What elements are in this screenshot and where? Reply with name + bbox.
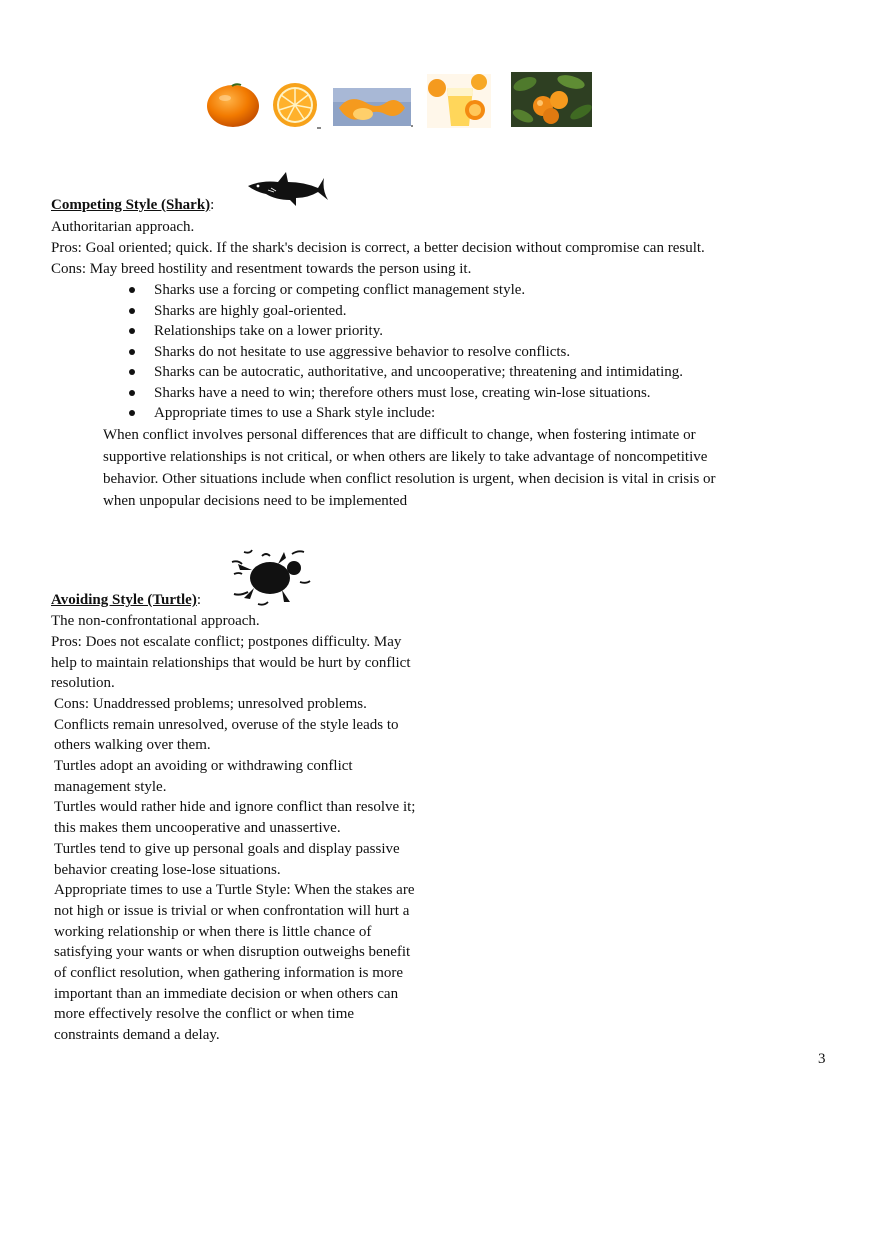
list-item: Sharks are highly goal-oriented. — [128, 301, 683, 322]
paragraph-line: Turtles adopt an avoiding or withdrawing conflict — [54, 758, 353, 775]
list-item: Sharks can be autocratic, authoritative, and uncooperative; threatening and intimidating. — [128, 362, 683, 383]
list-item: Sharks have a need to win; therefore others must lose, creating win-lose situations. — [128, 383, 683, 404]
paragraph-line: resolution. — [51, 675, 115, 692]
paragraph-line: behavior. Other situations include when conflict resolution is urgent, when decision is vital in crisis or — [103, 471, 716, 487]
paragraph-line: satisfying your wants or when disruption outweighs benefit — [54, 944, 411, 961]
orange-juice-image — [427, 74, 491, 128]
list-item: Relationships take on a lower priority. — [128, 321, 683, 342]
shark-pros: Pros: Goal oriented; quick. If the shark's decision is correct, a better decision without compromise can result. — [51, 240, 705, 256]
paragraph-line: constraints demand a delay. — [54, 1027, 220, 1043]
turtle-approach: The non-confrontational approach. — [51, 613, 260, 629]
shark-section-heading: Competing Style (Shark): — [51, 197, 215, 213]
paragraph-line: more effectively resolve the conflict or when time — [54, 1006, 355, 1023]
paragraph-line: working relationship or when there is little chance of — [54, 923, 372, 940]
shark-appropriate-paragraph — [103, 424, 716, 512]
paragraph-line: help to maintain relationships that would be hurt by conflict — [51, 654, 411, 671]
paragraph-line: Pros: Does not escalate conflict; postpones difficulty. May — [51, 634, 402, 650]
paragraph-line: Appropriate times to use a Turtle Style: When the stakes are — [54, 882, 415, 899]
paragraph-line: of conflict resolution, when gathering information is more — [54, 964, 404, 981]
list-item: Sharks do not hesitate to use aggressive behavior to resolve conflicts. — [128, 342, 683, 363]
turtle-body-paragraph — [54, 694, 415, 1046]
shark-approach: Authoritarian approach. — [51, 219, 195, 235]
paragraph-line: When conflict involves personal differences that are difficult to change, when fostering intimate or — [103, 427, 696, 443]
orange-slice-image — [271, 82, 321, 130]
turtle-icon — [230, 548, 316, 608]
paragraph-line: others walking over them. — [54, 737, 211, 754]
turtle-pros-paragraph — [51, 632, 411, 694]
paragraph-line: not high or issue is trivial or when confrontation will hurt a — [54, 902, 410, 919]
list-item: Sharks use a forcing or competing conflict management style. — [128, 280, 683, 301]
turtle-section-heading: Avoiding Style (Turtle): — [51, 592, 202, 608]
paragraph-line: Conflicts remain unresolved, overuse of the style leads to — [54, 716, 399, 733]
shark-cons: Cons: May breed hostility and resentment towards the person using it. — [51, 261, 472, 277]
paragraph-line: supportive relationships is not critical, or when others are likely to take advantage of noncompetitive — [103, 449, 708, 465]
shark-bullet-list — [128, 280, 683, 424]
paragraph-line: when unpopular decisions need to be implemented — [103, 493, 408, 509]
paragraph-line: important than an immediate decision or when others can — [54, 985, 399, 1002]
turtle-section-title: Avoiding Style (Turtle) — [51, 592, 197, 608]
page-number: 3 — [818, 1051, 826, 1067]
orange-tree-branch-image — [511, 72, 592, 127]
paragraph-line: Turtles tend to give up personal goals and display passive — [54, 840, 400, 857]
paragraph-line: behavior creating lose-lose situations. — [54, 861, 281, 878]
paragraph-line: Turtles would rather hide and ignore conflict than resolve it; — [54, 799, 416, 816]
orange-peel-image — [333, 88, 413, 128]
shark-section-title: Competing Style (Shark) — [51, 197, 211, 213]
orange-fruit-image — [205, 82, 261, 128]
paragraph-line: Cons: Unaddressed problems; unresolved problems. — [54, 696, 367, 712]
shark-icon — [246, 170, 336, 214]
paragraph-line: management style. — [54, 778, 167, 795]
paragraph-line: this makes them uncooperative and unassertive. — [54, 820, 341, 837]
list-item: Appropriate times to use a Shark style include: — [128, 403, 683, 424]
